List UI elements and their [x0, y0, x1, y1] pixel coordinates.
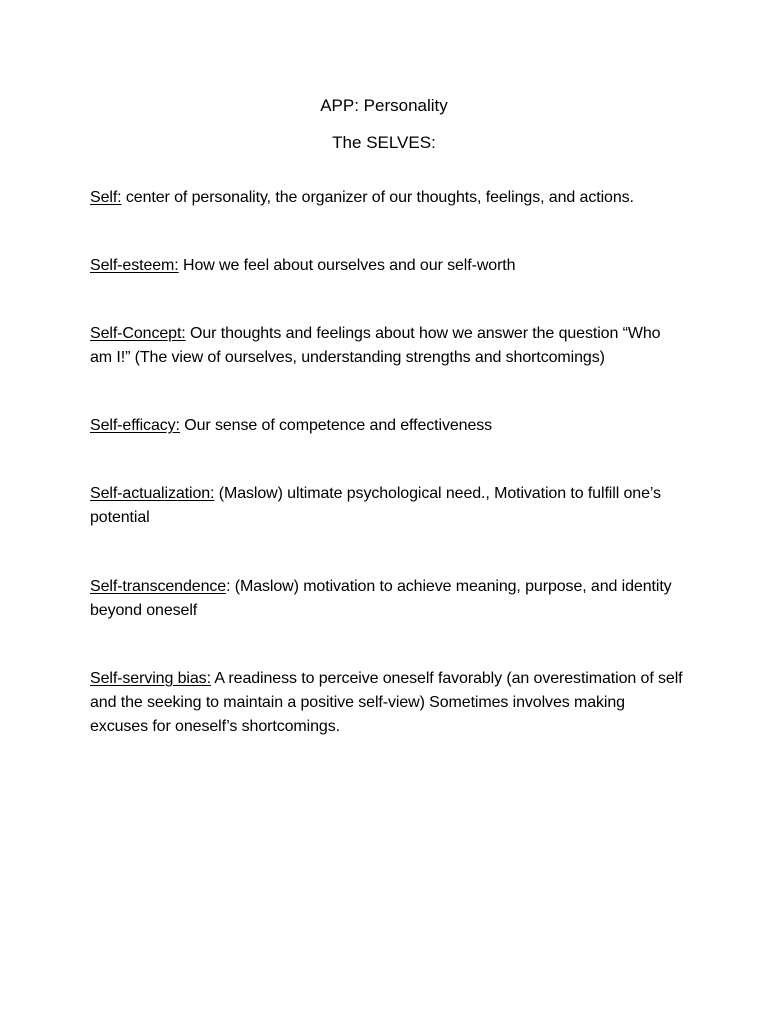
definition-self-transcendence — [90, 575, 686, 623]
term-label: Self: — [90, 189, 122, 206]
definition-self-concept — [90, 322, 686, 370]
term-label: Self-transcendence — [90, 578, 227, 595]
definition-text: (Maslow) motivation to achieve meaning, purpose, and identity beyond oneself — [90, 578, 672, 619]
definition-self-esteem — [90, 254, 686, 278]
term-label: Self-actualization: — [90, 485, 215, 502]
definition-self — [90, 186, 686, 210]
term-label: Self-esteem: — [90, 257, 179, 274]
page-title: APP: Personality — [320, 96, 448, 115]
term-label: Self-Concept: — [90, 325, 186, 342]
definition-self-serving-bias — [90, 667, 686, 739]
definition-text: A readiness to perceive oneself favorably (an overestimation of self and the seeking to maintain a positive self-view) Sometimes involves making excuses for oneself’s shortcomings. — [90, 670, 683, 735]
definition-text: (Maslow) ultimate psychological need., Motivation to fulfill one’s potential — [90, 485, 661, 526]
definition-self-actualization — [90, 482, 686, 530]
term-label: Self-serving bias: — [90, 670, 211, 687]
definition-self-efficacy — [90, 414, 686, 438]
definition-text: Our thoughts and feelings about how we answer the question “Who am I!” (The view of ourselves, understanding strengths and shortcomings) — [90, 325, 661, 366]
term-label: Self-efficacy: — [90, 417, 180, 434]
definition-text: center of personality, the organizer of our thoughts, feelings, and actions. — [125, 189, 634, 206]
definition-text: How we feel about ourselves and our self-worth — [182, 257, 516, 274]
definition-text: Our sense of competence and effectiveness — [184, 417, 493, 434]
page-subtitle: The SELVES: — [332, 133, 436, 152]
term-separator: : — [226, 578, 235, 595]
